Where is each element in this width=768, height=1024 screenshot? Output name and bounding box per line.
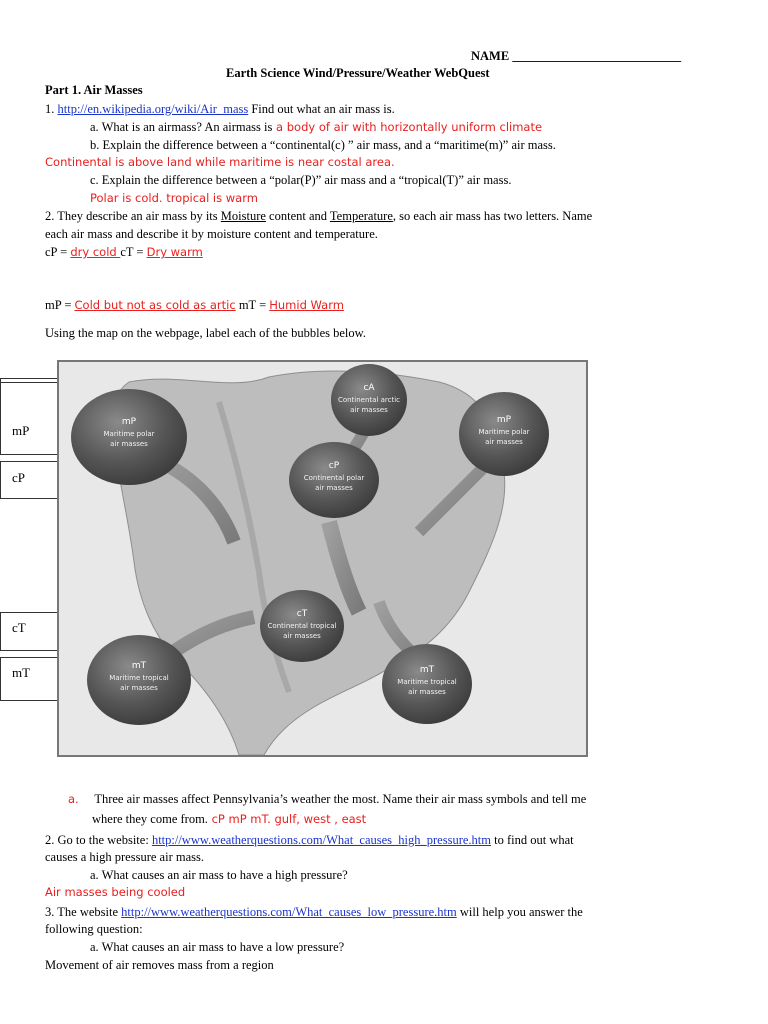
cp-answer: dry cold [70,245,121,259]
svg-text:cP: cP [328,461,340,471]
part1-heading: Part 1. Air Masses [45,83,143,97]
q2-temperature: Temperature [329,209,393,223]
qa-line2: where they come from. [92,812,208,826]
q3a-text: a. What causes an air mass to have a low pressure? [90,940,345,954]
svg-text:mP: mP [121,417,137,427]
q2a-text: a. What causes an air mass to have a high pressure? [90,868,348,882]
cp-label: cP = [45,245,71,259]
q1c-answer: Polar is cold. tropical is warm [90,191,258,205]
page-title: Earth Science Wind/Pressure/Weather WebQuest [226,66,490,80]
ct-answer: Dry warm [146,245,203,259]
svg-text:air masses: air masses [350,406,388,414]
svg-text:Continental tropical: Continental tropical [267,622,337,630]
svg-text:Continental arctic: Continental arctic [337,396,401,404]
q2-suffix: , so each air mass has two letters. Name [392,209,593,223]
svg-text:air masses: air masses [408,688,446,696]
q1b-text: b. Explain the difference between a “continental(c) ” air mass, and a “maritime(m)” air mass. [90,138,556,152]
bubble-ct [260,590,344,662]
air-mass-map [57,360,588,757]
svg-text:air masses: air masses [120,684,158,692]
question-1 [45,101,395,117]
svg-text:mT: mT [131,661,147,671]
qa-answer: cP mP mT. gulf, west , east [207,812,367,826]
mt-answer: Humid Warm [269,298,344,312]
bubble-mp-east [459,392,549,476]
svg-text:air masses: air masses [485,438,523,446]
q3-web-prefix: 3. The website [45,905,122,919]
question-1a [90,119,542,135]
q2-mid: content and [265,209,330,223]
svg-text:mP: mP [496,415,512,425]
q1a-answer: a body of air with horizontally uniform climate [272,120,543,134]
q2-web-suffix: to find out what [490,833,574,847]
svg-text:Maritime polar: Maritime polar [103,430,155,438]
svg-text:air masses: air masses [315,484,353,492]
question-2-web [45,832,574,848]
name-field-label: NAME ___________________________ [471,49,682,63]
question-3-web [45,904,583,920]
ct-label: cT = [120,245,147,259]
question-a [68,791,586,807]
q2-web-prefix: 2. Go to the website: [45,833,152,847]
q1a-text: a. What is an airmass? An airmass is [90,120,273,134]
bubble-ca [331,364,407,436]
q2a-answer: Air masses being cooled [45,885,186,899]
svg-text:Maritime tropical: Maritime tropical [109,674,169,682]
bubble-mt-east [382,644,472,724]
label-box-ct-text: cT [12,620,26,635]
mp-mt-line [45,297,344,313]
q3a-answer: Movement of air removes mass from a region [45,958,274,972]
q2-prefix: 2. They describe an air mass by its [45,209,221,223]
q1-text: Find out what an air mass is. [248,102,395,116]
map-instruction: Using the map on the webpage, label each of the bubbles below. [45,326,366,340]
qa-letter: a. [68,792,79,806]
label-box-mp-text: mP [12,423,30,438]
cp-ct-line [45,244,203,260]
svg-text:cA: cA [363,383,375,393]
q2-line2: each air mass and describe it by moisture content and temperature. [45,227,378,241]
q2-web-line2: causes a high pressure air mass. [45,850,204,864]
air-mass-map-svg [59,362,586,755]
high-pressure-link[interactable]: http://www.weatherquestions.com/What_causes_high_pressure.htm [151,833,491,847]
mp-label: mP = [45,298,75,312]
question-2 [45,208,592,224]
svg-text:Maritime tropical: Maritime tropical [397,678,457,686]
svg-text:Continental polar: Continental polar [303,474,365,482]
mp-answer: Cold but not as cold as artic [74,298,236,312]
mt-label: mT = [235,298,270,312]
svg-text:mT: mT [419,665,435,675]
bubble-mt-west [87,635,191,725]
label-box-mt-text: mT [12,665,31,680]
bubble-mp-west [71,389,187,485]
svg-text:air masses: air masses [283,632,321,640]
question-a-line2 [92,811,366,827]
svg-text:air masses: air masses [110,440,148,448]
q1-number: 1. [45,102,58,116]
q3-web-line2: following question: [45,922,143,936]
q3-web-suffix: will help you answer the [456,905,583,919]
q1-wikipedia-link[interactable]: http://en.wikipedia.org/wiki/Air_mass [57,102,249,116]
svg-text:cT: cT [296,609,308,619]
q2-moisture: Moisture [220,209,266,223]
q1b-answer: Continental is above land while maritime is near costal area. [45,155,395,169]
bubble-cp [289,442,379,518]
low-pressure-link[interactable]: http://www.weatherquestions.com/What_causes_low_pressure.htm [121,905,457,919]
svg-text:Maritime polar: Maritime polar [478,428,530,436]
q1c-text: c. Explain the difference between a “polar(P)” air mass and a “tropical(T)” air mass. [90,173,512,187]
qa-text: Three air masses affect Pennsylvania’s weather the most. Name their air mass symbols and tell me [94,792,587,806]
label-box-cp-text: cP [12,470,25,485]
